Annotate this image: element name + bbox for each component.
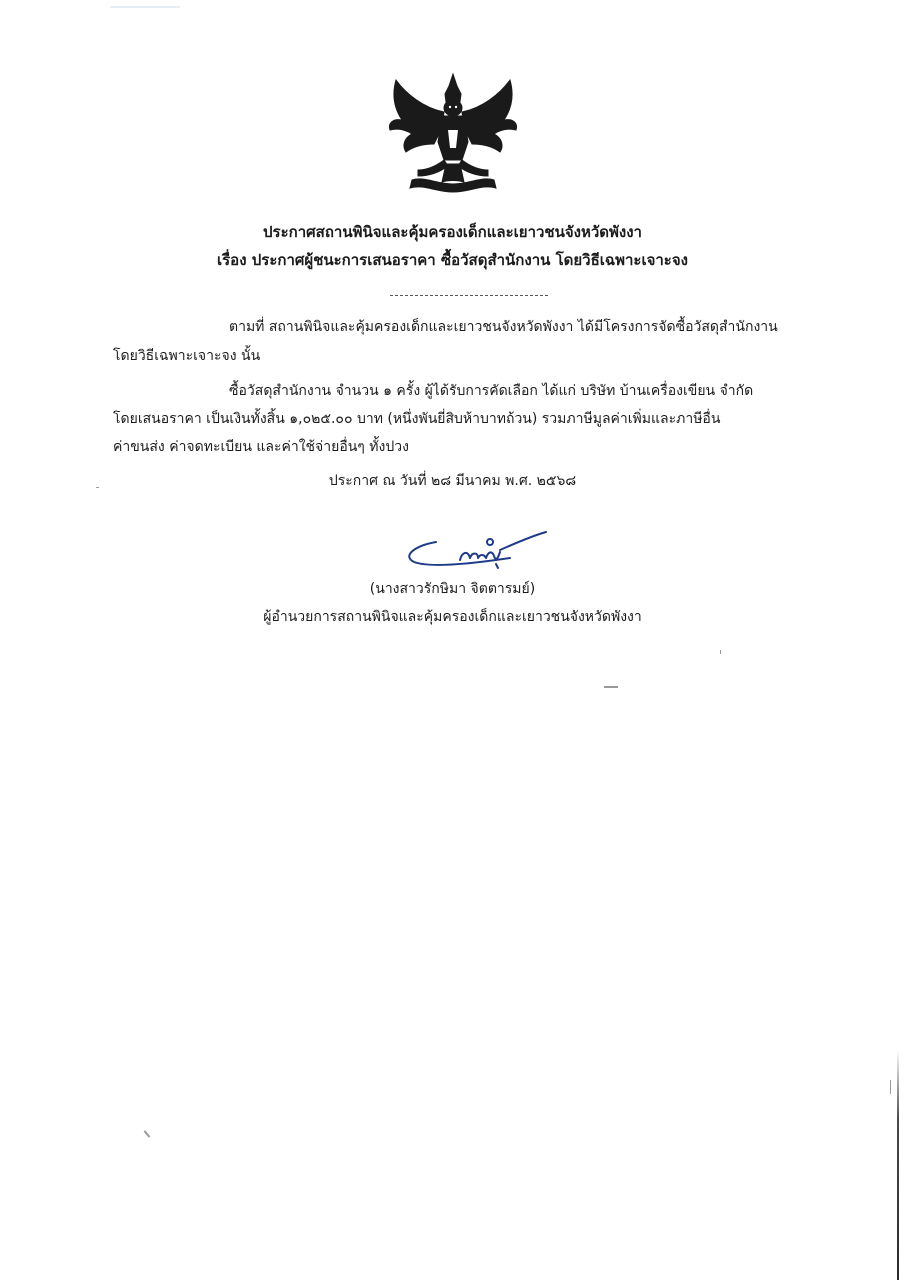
scan-speck	[890, 1080, 891, 1094]
scan-speck	[720, 650, 721, 654]
scan-speck	[604, 686, 618, 688]
announcement-title: ประกาศสถานพินิจและคุ้มครองเด็กและเยาวชนจังหวัดพังงา	[263, 223, 642, 241]
announcement-subject: เรื่อง ประกาศผู้ชนะการเสนอราคา ซื้อวัสดุสำนักงาน โดยวิธีเฉพาะเจาะจง	[217, 251, 688, 269]
signatory-name: (นางสาวรักษิมา จิตตารมย์)	[369, 581, 536, 597]
divider	[390, 295, 548, 296]
paragraph-2-line-1: ซื้อวัสดุสำนักงาน จำนวน ๑ ครั้ง ผู้ได้รับการคัดเลือก ได้แก่ บริษัท บ้านเครื่องเขียน จำกัด	[229, 383, 754, 399]
signature-image	[400, 528, 550, 578]
scan-speck	[96, 487, 99, 488]
paragraph-1-line-1: ตามที่ สถานพินิจและคุ้มครองเด็กและเยาวชนจังหวัดพังงา ได้มีโครงการจัดซื้อวัสดุสำนักงาน	[229, 319, 778, 335]
paragraph-2-line-3: ค่าขนส่ง ค่าจดทะเบียน และค่าใช้จ่ายอื่นๆ ทั้งปวง	[113, 439, 409, 455]
signatory-position: ผู้อำนวยการสถานพินิจและคุ้มครองเด็กและเยาวชนจังหวัดพังงา	[263, 609, 642, 625]
scan-artifact	[897, 1050, 899, 1280]
scan-speck	[144, 1130, 151, 1137]
announcement-date: ประกาศ ณ วันที่ ๒๘ มีนาคม พ.ศ. ๒๕๖๘	[328, 473, 577, 489]
garuda-emblem-icon	[384, 72, 522, 196]
scan-artifact	[110, 6, 180, 8]
paragraph-1-line-2: โดยวิธีเฉพาะเจาะจง นั้น	[113, 348, 261, 364]
paragraph-2-line-2: โดยเสนอราคา เป็นเงินทั้งสิ้น ๑,๐๒๕.๐๐ บาท (หนึ่งพันยี่สิบห้าบาทถ้วน) รวมภาษีมูลค่าเพิ่มและภาษีอื่น	[113, 411, 721, 427]
